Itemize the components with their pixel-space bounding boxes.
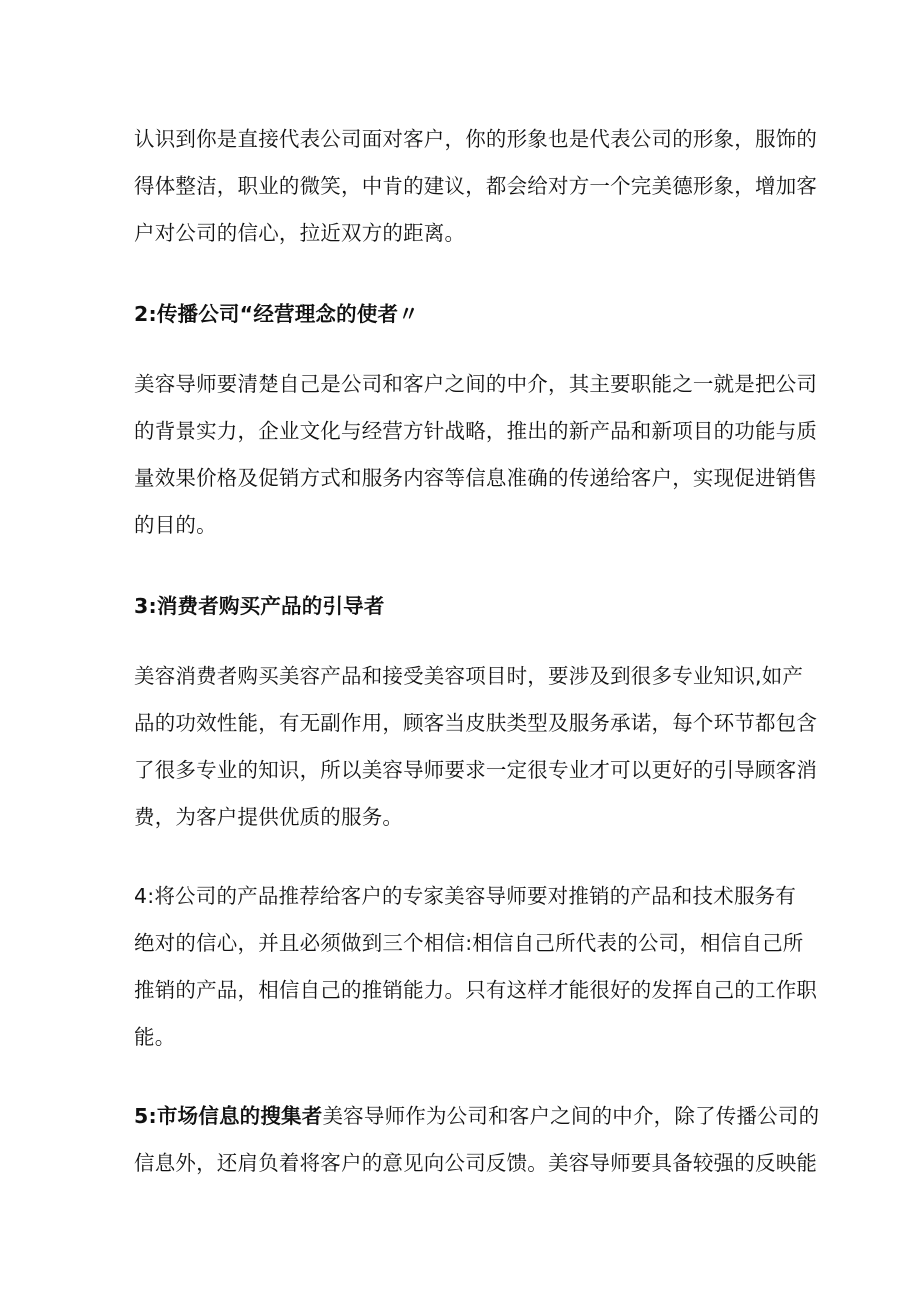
paragraph-line xyxy=(134,1093,820,1140)
paragraph-line: 得体整洁，职业的微笑，中肯的建议，都会给对方一个完美德形象，增加客 xyxy=(134,174,818,198)
heading-text: 2:传播公司“经营理念的使者〃 xyxy=(134,302,419,326)
paragraph-line: 美容导师要清楚自己是公司和客户之间的中介，其主要职能之一就是把公司 xyxy=(134,372,818,396)
paragraph-line: 4:将公司的产品推荐给客户的专家美容导师要对推销的产品和技术服务有 xyxy=(134,884,797,908)
section-heading-2 xyxy=(134,291,794,338)
paragraph-line: 绝对的信心，并且必须做到三个相信:相信自己所代表的公司，相信自己所 xyxy=(134,931,804,955)
paragraph-company-messenger xyxy=(134,361,818,549)
section-heading-3 xyxy=(134,583,794,630)
paragraph-line: 能。 xyxy=(134,1025,176,1049)
paragraph-line: 推销的产品，相信自己的推销能力。只有这样才能很好的发挥自己的工作职 xyxy=(134,978,818,1002)
paragraph-image-importance xyxy=(134,116,818,257)
paragraph-line: 信息外，还肩负着将客户的意见向公司反馈。美容导师要具备较强的反映能 xyxy=(134,1151,818,1175)
paragraph-line: 美容消费者购买美容产品和接受美容项目时，要涉及到很多专业知识,如产 xyxy=(134,664,804,688)
paragraph-line: 品的功效性能，有无副作用，顾客当皮肤类型及服务承诺，每个环节都包含 xyxy=(134,711,818,735)
paragraph-purchase-guide xyxy=(134,653,818,841)
paragraph-line: 认识到你是直接代表公司面对客户，你的形象也是代表公司的形象，服饰的 xyxy=(134,127,818,151)
paragraph-line: 费，为客户提供优质的服务。 xyxy=(134,805,404,829)
paragraph-line: 量效果价格及促销方式和服务内容等信息准确的传递给客户，实现促进销售 xyxy=(134,466,818,490)
paragraph-line: 户对公司的信心，拉近双方的距离。 xyxy=(134,221,466,245)
paragraph-product-expert xyxy=(134,873,818,1061)
paragraph-market-info xyxy=(134,1093,820,1187)
paragraph-line: 的目的。 xyxy=(134,513,217,537)
paragraph-line-rest: 美容导师作为公司和客户之间的中介，除了传播公司的 xyxy=(322,1104,820,1128)
heading-text: 3:消费者购买产品的引导者 xyxy=(134,594,385,618)
paragraph-line: 的背景实力，企业文化与经营方针战略，推出的新产品和新项目的功能与质 xyxy=(134,419,818,443)
paragraph-line: 了很多专业的知识，所以美容导师要求一定很专业才可以更好的引导顾客消 xyxy=(134,758,818,782)
section-lead-5: 5:市场信息的搜集者 xyxy=(134,1104,323,1128)
